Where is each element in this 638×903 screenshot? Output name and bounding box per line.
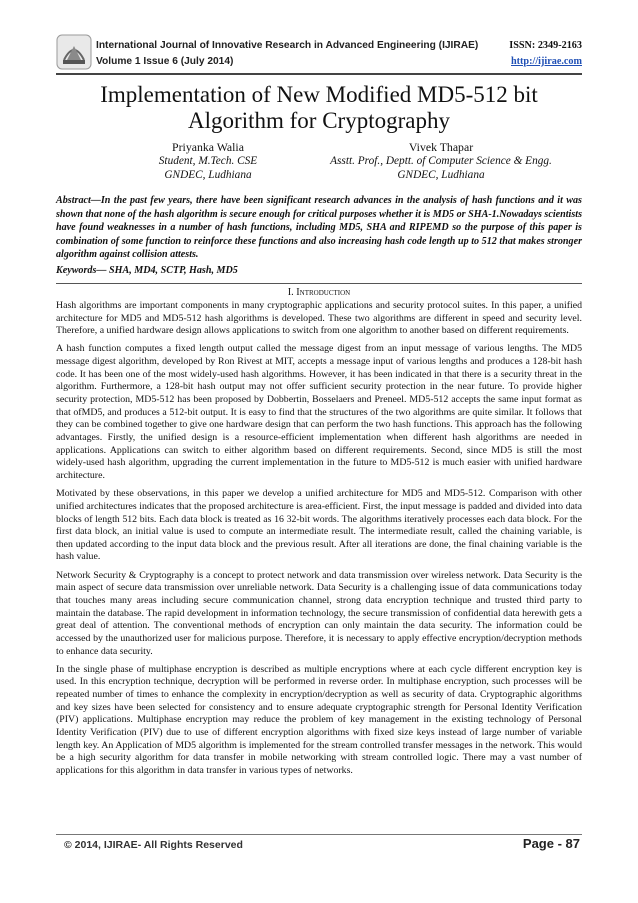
paper-title <box>56 82 582 134</box>
copyright: © 2014, IJIRAE- All Rights Reserved <box>64 839 243 851</box>
title-line-1: Implementation of New Modified MD5-512 bit <box>100 82 538 107</box>
author-role: Asstt. Prof., Deptt. of Computer Science & Engg. <box>330 155 552 167</box>
page-number: Page - 87 <box>522 836 580 851</box>
journal-url-link[interactable]: http://ijirae.com <box>510 56 582 67</box>
paragraph: A hash function computes a fixed length output called the message digest from an input message of various lengths. The MD5 message digest algorithm, developed by Ron Rivest at MIT, accepts a message input of various lengths and produces a 128-bit hash code. It has been one of the most widely-used hash algorithms. However, it has been indicated in that there is a security threat in the algorithm. Furthermore, a 128-bit hash output may not offer sufficient security protection in the near future. To provide higher security protection, MD5-512 has been proposed by Dobbertin, Bosselaers and Preneel. MD5-512 accepts the same input format as that ofMD5, and produces a 512-bit output. It is easy to find that the structures of the two algorithms are quite similar. It follows that they can be combined together to give one hardware design that can perform the two hash functions. This approach has the following advantages. Firstly, the unified design is a resource-efficient implementation when different hash algorithms are needed in applications. Applications can switch to either algorithm based on different requirements. Second, since MD5 is still the most widely-used hash algorithm, upgrading the current implementation in the future to MD5-512 is much easier with unified hardware architecture. <box>56 343 582 482</box>
header-divider <box>56 73 582 75</box>
author-name: Vivek Thapar <box>408 140 474 154</box>
section-number: I. <box>287 287 294 298</box>
journal-header <box>56 34 582 74</box>
title-line-2: Algorithm for Cryptography <box>188 108 450 133</box>
paragraph: In the single phase of multiphase encryption is described as multiple encryptions where at each cycle different encryption key is used. In this encryption technique, decryption will be performed in reverse order. In multiphase encryption, such processes will be repeated number of times to enhance the complexity in encryption/decryption as well as security of data. Cryptographic algorithms and key sizes have been selected for consistency and to ensure adequate cryptographic strength for Personal Identity Verification (PIV) applications. Multiphase encryption may reduce the problem of key management in the existing technology of Personal Identity Verification (PIV) due to use of different encryption algorithms with fixed size keys instead of large number of variable length key. An Application of MD5 algorithm is implemented for the stream controlled transfer messages in the network. This would be a high security algorithm for data transfer in mobile networking with stream controlled logic. There may a vast number of applications for this algorithm in data transfer in various types of networks. <box>56 663 582 776</box>
journal-logo-icon <box>56 34 92 70</box>
journal-info <box>96 38 478 70</box>
journal-name: International Journal of Innovative Research in Advanced Engineering (IJIRAE) <box>96 40 479 51</box>
section-heading <box>56 287 582 298</box>
journal-meta <box>509 38 582 70</box>
journal-issue: Volume 1 Issue 6 (July 2014) <box>96 56 234 67</box>
abstract: Abstract—In the past few years, there have been significant research advances in the analysis of hash functions and it was shown that none of the hash algorithm is secure enough for critical purposes whether it is MD5 or SHA-1.Nowadays scientists have found weaknesses in a number of hash functions, including MD5, SHA and RIPEMD so the purpose of this paper is combination of some function to reinforce these functions and also increasing hash code length up to 512 that makes stronger algorithm against collision attests. <box>56 195 582 261</box>
keywords: Keywords— SHA, MD4, SCTP, Hash, MD5 <box>56 265 238 276</box>
author-role: Student, M.Tech. CSE <box>158 155 258 167</box>
paragraph: Hash algorithms are important components in many cryptographic applications and security protocol suites. In this paper, a unified architecture for MD5 and MD5-512 hash algorithms is developed. These two algorithms are different in speed and security level. Therefore, a unified hardware design allows applications to switch from one algorithm to another based on different requirements. <box>56 300 582 337</box>
author-affiliation: GNDEC, Ludhiana <box>164 169 252 181</box>
journal-issn: ISSN: 2349-2163 <box>509 40 582 51</box>
paragraph: Motivated by these observations, in this paper we develop a unified architecture for MD5 and MD5-512. Comparison with other unified architectures indicates that the proposed architecture is area-efficient. First, the input message is padded and divided into data blocks of length 512 bits. Each data block is treated as 16 32-bit words. The algorithms iteratively processes each data block. For the first data block, an initial value is used to compute an intermediate result. The intermediate result, called the chaining variable, is then updated according to the input data block and the previous result. After all iterations are done, the final chaining variable is the hash value. <box>56 488 582 563</box>
author-1 <box>128 140 288 182</box>
paragraph: Network Security & Cryptography is a concept to protect network and data transmission over wireless network. Data Security is the main aspect of secure data transmission over unreliable network. Data Security is a challenging issue of data communications today that touches many areas including secure communication channel, strong data encryption technique and trusted third party to maintain the database. The rapid development in information technology, the secure transmission of confidential data herewith gets a great deal of attention. The conventional methods of encryption can only maintain the data security. The information could be accessed by the unauthorized user for malicious purpose. Therefore, it is necessary to apply effective encryption/decryption methods to enhance data security. <box>56 569 582 657</box>
author-affiliation: GNDEC, Ludhiana <box>397 169 485 181</box>
author-name: Priyanka Walia <box>172 140 244 154</box>
section-title: Introduction <box>296 287 351 298</box>
footer-divider <box>56 834 582 835</box>
abstract-divider <box>56 283 582 284</box>
body-text <box>56 300 582 783</box>
author-2 <box>306 140 576 182</box>
